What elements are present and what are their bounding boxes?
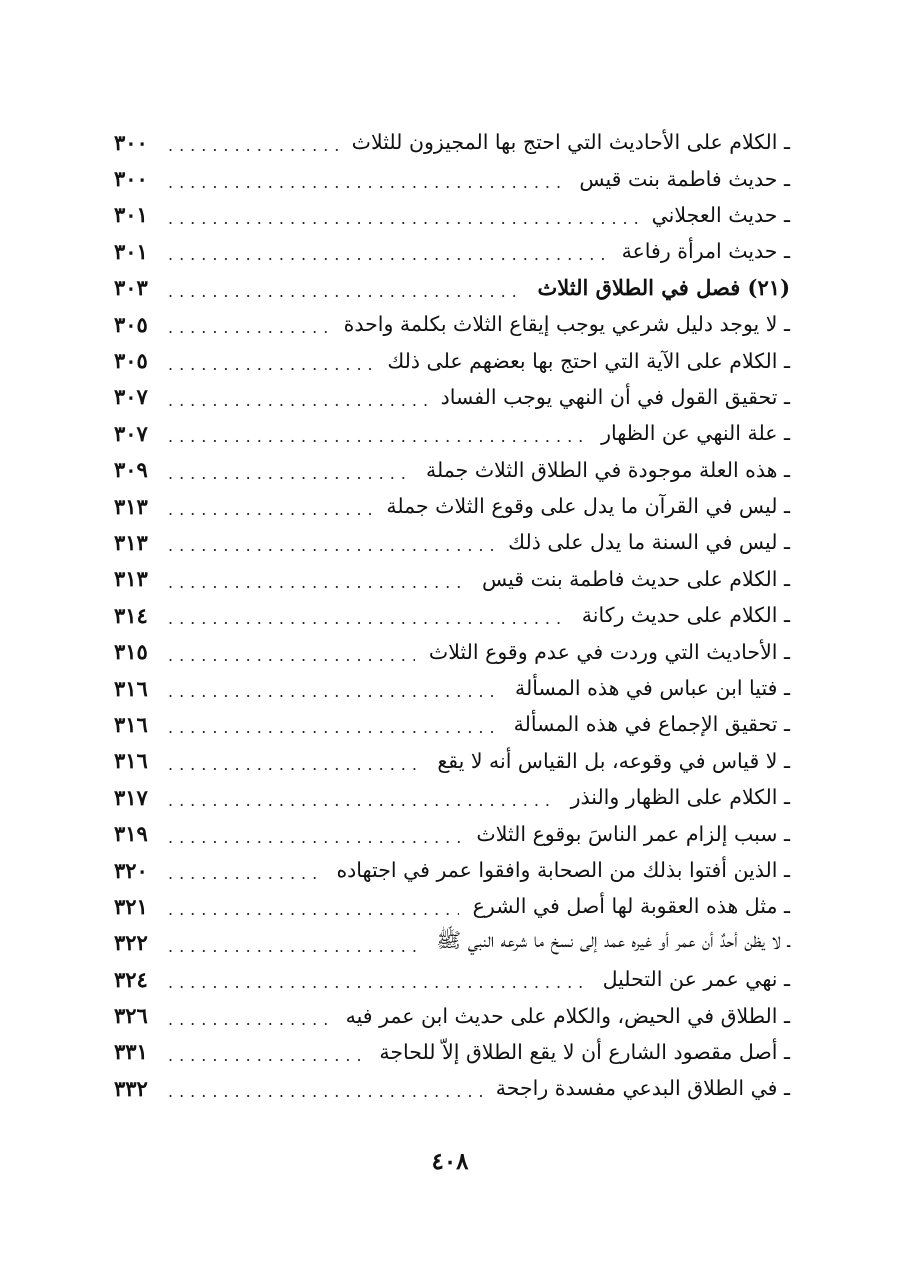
toc-entry	[110, 379, 790, 415]
toc-entry-title: ـ الكلام على الآية التي احتج بها بعضهم على ذلك	[387, 348, 790, 373]
toc-entry-page: ٣٢٦	[114, 1003, 148, 1029]
toc-entry-page: ٣٠١	[114, 202, 148, 228]
toc-entry	[110, 233, 790, 269]
toc-entry	[110, 888, 790, 924]
toc-entry	[110, 415, 790, 451]
toc-entry	[110, 124, 790, 160]
page-number: ٤٠٨	[431, 1148, 469, 1175]
toc-entry-page: ٣١٣	[114, 493, 148, 519]
toc-entry-page: ٣١٩	[114, 821, 148, 847]
dot-leader	[168, 167, 565, 191]
toc-entry-title: ـ الكلام على الظهار والنذر	[570, 785, 790, 810]
dot-leader	[168, 494, 372, 518]
toc-entry	[110, 997, 790, 1033]
toc-entry-page: ٣٢٢	[114, 930, 148, 956]
toc-entry-page: ٣٢٤	[114, 966, 148, 992]
toc-entry-title: ـ حديث فاطمة بنت قيس	[579, 166, 790, 191]
toc-entry	[110, 197, 790, 233]
dot-leader	[168, 640, 415, 664]
toc-entry-title: ـ الكلام على حديث فاطمة بنت قيس	[481, 566, 790, 591]
dot-leader	[168, 676, 501, 700]
dot-leader	[168, 421, 587, 445]
toc-entry-title: ـ ليس في القرآن ما يدل على وقوع الثلاث جملة	[386, 494, 790, 519]
table-of-contents	[110, 124, 790, 1107]
toc-entry-title: ـ الذين أفتوا بذلك من الصحابة وافقوا عمر في اجتهاده	[336, 858, 790, 882]
toc-entry-page: ٣١٤	[114, 602, 148, 628]
dot-leader	[168, 1004, 332, 1028]
toc-entry	[110, 633, 790, 669]
toc-entry-page: ٣٢١	[114, 893, 148, 919]
toc-entry-title: ـ هذه العلة موجودة في الطلاق الثلاث جملة	[426, 457, 790, 482]
dot-leader	[168, 858, 322, 882]
toc-entry-page: ٣٠٠	[114, 166, 148, 192]
toc-entry	[110, 1070, 790, 1106]
dot-leader	[168, 458, 412, 482]
toc-entry	[110, 452, 790, 488]
toc-entry-page: ٣٣٢	[114, 1075, 148, 1101]
toc-entry	[110, 488, 790, 524]
toc-entry-page: ٣٠٥	[114, 348, 148, 374]
toc-entry-page: ٣٠٠	[114, 129, 148, 155]
dot-leader	[168, 822, 462, 846]
toc-entry-title: ـ الكلام على حديث ركانة	[581, 603, 790, 628]
dot-leader	[168, 1040, 365, 1064]
toc-entry	[110, 815, 790, 851]
dot-leader	[168, 967, 589, 991]
toc-entry-title: ـ لا يوجد دليل شرعي يوجب إيقاع الثلاث بكلمة واحدة	[343, 312, 790, 337]
dot-leader	[168, 603, 568, 627]
toc-entry-title: ـ لا يظن أحدٌ أن عمر أو غيره عمد إلى نسخ ما شرعه النبي ﷺ	[436, 927, 790, 952]
toc-entry-page: ٣٠٧	[114, 384, 148, 410]
toc-entry-title: ـ فتيا ابن عباس في هذه المسألة	[515, 676, 790, 701]
dot-leader	[168, 385, 427, 409]
dot-leader	[168, 349, 373, 373]
toc-entry	[110, 342, 790, 378]
toc-entry	[110, 306, 790, 342]
toc-entry-page: ٣١٣	[114, 529, 148, 555]
toc-section-heading	[110, 270, 790, 306]
toc-entry-page: ٣٠٣	[114, 275, 148, 301]
toc-entry-page: ٣١٥	[114, 639, 148, 665]
toc-entry-page: ٣١٣	[114, 566, 148, 592]
toc-entry-page: ٣٠٩	[114, 457, 148, 483]
dot-leader	[168, 931, 422, 955]
toc-entry	[110, 706, 790, 742]
toc-entry	[110, 852, 790, 888]
toc-entry-title: ـ حديث امرأة رفاعة	[621, 239, 790, 264]
toc-entry	[110, 1034, 790, 1070]
toc-entry-page: ٣٠١	[114, 238, 148, 264]
dot-leader	[168, 239, 608, 263]
toc-entry	[110, 961, 790, 997]
toc-entry-page: ٣٢٠	[114, 857, 148, 883]
dot-leader	[168, 203, 638, 227]
toc-entry	[110, 160, 790, 196]
dot-leader	[168, 785, 557, 809]
toc-entry-title: ـ في الطلاق البدعي مفسدة راجحة	[495, 1076, 790, 1101]
toc-entry-page: ٣٠٥	[114, 311, 148, 337]
toc-entry-title: ـ علة النهي عن الظهار	[601, 421, 790, 446]
toc-entry-title: ـ الأحاديث التي وردت في عدم وقوع الثلاث	[428, 639, 790, 664]
toc-entry-title: ـ سبب إلزام عمر الناسَ بوقوع الثلاث	[476, 821, 790, 846]
toc-entry-title: ـ نهي عمر عن التحليل	[602, 967, 790, 992]
dot-leader	[168, 894, 459, 918]
toc-entry-title: ـ حديث العجلاني	[651, 202, 790, 227]
dot-leader	[168, 530, 494, 554]
dot-leader	[168, 567, 468, 591]
toc-entry	[110, 561, 790, 597]
toc-entry-page: ٣١٦	[114, 675, 148, 701]
toc-entry-title: ـ الطلاق في الحيض، والكلام على حديث ابن عمر فيه	[345, 1003, 790, 1028]
toc-section-title: (٢١) فصل في الطلاق الثلاث	[537, 275, 790, 301]
dot-leader	[168, 749, 423, 773]
dot-leader	[168, 712, 500, 736]
dot-leader	[168, 130, 338, 154]
toc-entry-page: ٣١٧	[114, 784, 148, 810]
toc-entry	[110, 925, 790, 961]
toc-entry	[110, 743, 790, 779]
toc-entry	[110, 670, 790, 706]
toc-entry-page: ٣١٦	[114, 748, 148, 774]
toc-entry-title: ـ تحقيق الإجماع في هذه المسألة	[513, 712, 790, 737]
toc-entry-title: ـ أصل مقصود الشارع أن لا يقع الطلاق إلاّ للحاجة	[379, 1039, 790, 1064]
toc-entry-title: ـ الكلام على الأحاديث التي احتج بها المجيزون للثلاث	[351, 130, 790, 155]
toc-entry	[110, 597, 790, 633]
toc-entry-title: ـ لا قياس في وقوعه، بل القياس أنه لا يقع	[437, 748, 790, 773]
dot-leader	[168, 312, 330, 336]
toc-entry	[110, 524, 790, 560]
toc-entry	[110, 779, 790, 815]
toc-entry-page: ٣٣١	[114, 1039, 148, 1065]
toc-entry-title: ـ تحقيق القول في أن النهي يوجب الفساد	[440, 384, 790, 409]
toc-entry-page: ٣١٦	[114, 711, 148, 737]
toc-entry-title: ـ ليس في السنة ما يدل على ذلك	[508, 530, 790, 555]
toc-entry-title: ـ مثل هذه العقوبة لها أصل في الشرع	[472, 894, 790, 919]
dot-leader	[168, 1076, 482, 1100]
toc-entry-page: ٣٠٧	[114, 420, 148, 446]
dot-leader	[168, 276, 523, 300]
